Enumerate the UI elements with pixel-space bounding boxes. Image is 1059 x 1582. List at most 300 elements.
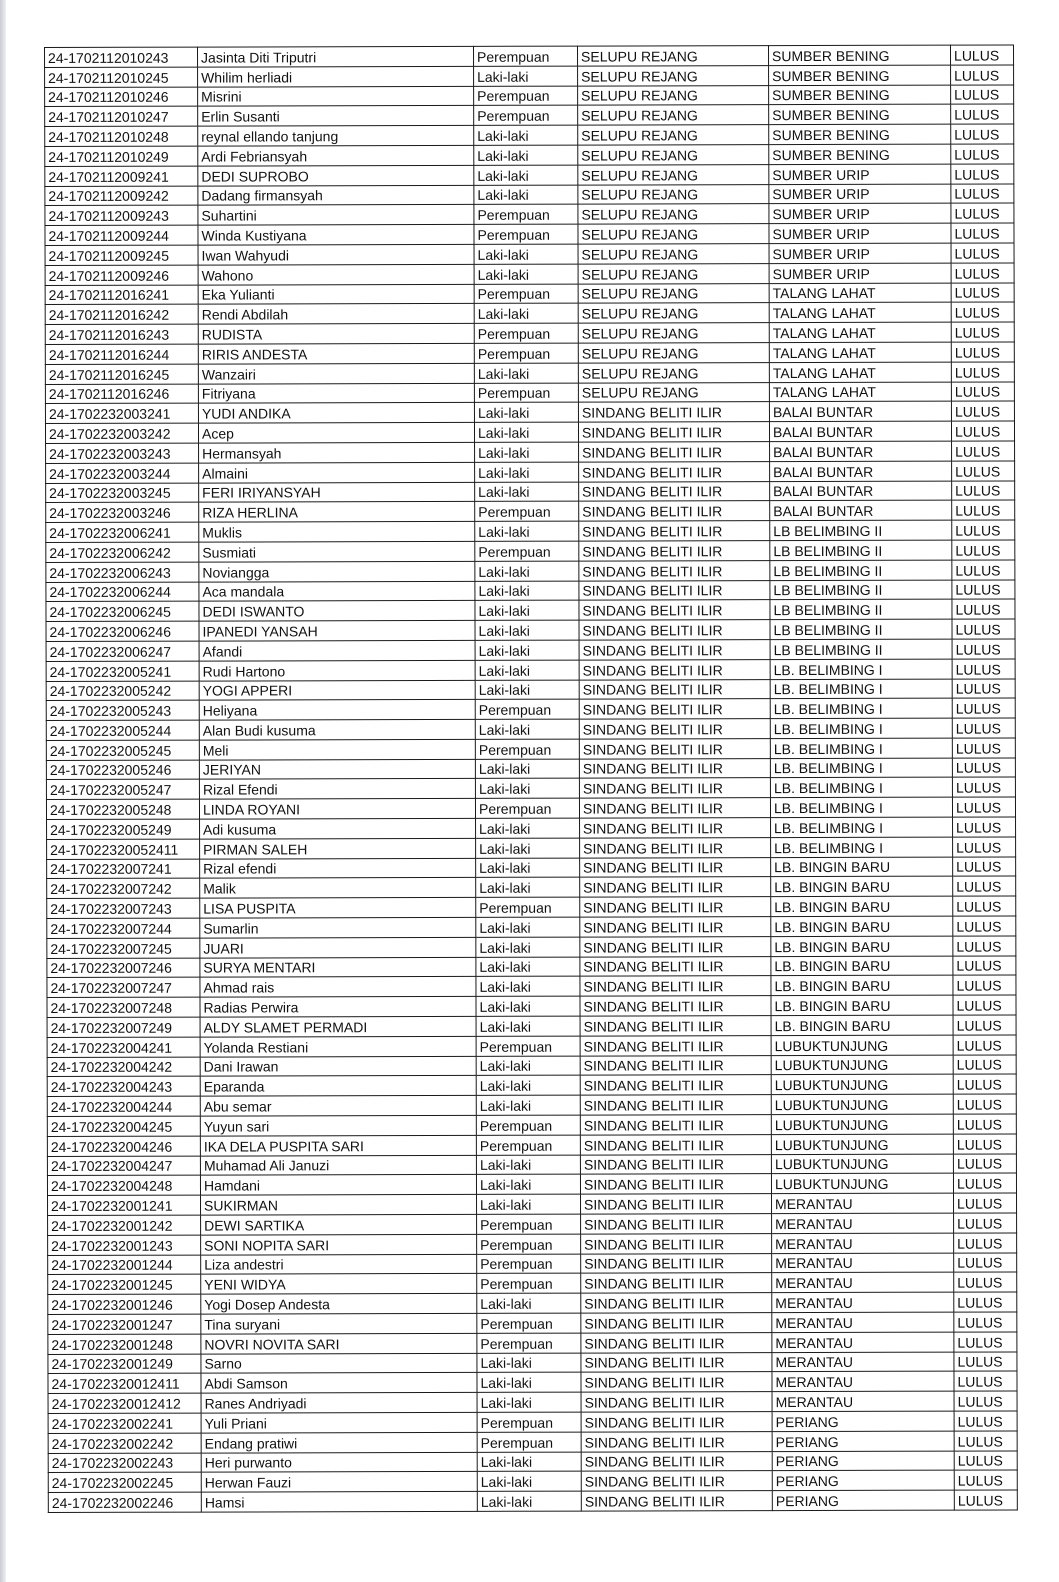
gender-cell: Laki-laki	[474, 244, 578, 264]
participant-number-cell: 24-17022320012412	[48, 1393, 201, 1413]
status-cell: LULUS	[953, 817, 1016, 837]
table-row	[48, 1253, 1017, 1275]
participant-number-cell: 24-1702232007247	[47, 978, 200, 998]
status-cell: LULUS	[951, 223, 1014, 243]
district-cell: SELUPU REJANG	[578, 323, 769, 343]
participant-number-cell: 24-1702232001244	[48, 1255, 201, 1275]
status-cell: LULUS	[954, 1470, 1017, 1490]
status-cell: LULUS	[954, 1312, 1017, 1332]
name-cell: Susmiati	[199, 541, 475, 562]
village-cell: LUBUKTUNJUNG	[771, 1174, 953, 1194]
name-cell: YOGI APPERI	[199, 680, 475, 701]
table-row	[46, 698, 1015, 720]
village-cell: LB. BELIMBING I	[770, 778, 952, 798]
status-cell: LULUS	[951, 382, 1014, 402]
status-cell: LULUS	[953, 1114, 1016, 1134]
village-cell: LB. BINGIN BARU	[771, 877, 953, 897]
table-row	[48, 1332, 1017, 1354]
status-cell: LULUS	[954, 1451, 1017, 1471]
village-cell: BALAI BUNTAR	[770, 481, 952, 501]
district-cell: SELUPU REJANG	[578, 303, 769, 323]
table-row	[47, 916, 1016, 938]
name-cell: SONI NOPITA SARI	[201, 1234, 477, 1255]
table-row	[45, 144, 1014, 166]
village-cell: MERANTAU	[772, 1391, 954, 1411]
participant-number-cell: 24-1702232005246	[46, 760, 199, 780]
participant-number-cell: 24-1702112016244	[45, 344, 198, 364]
status-cell: LULUS	[954, 1213, 1017, 1233]
name-cell: Rudi Hartono	[199, 660, 475, 681]
gender-cell: Laki-laki	[476, 818, 580, 838]
gender-cell: Laki-laki	[476, 1076, 580, 1096]
participant-number-cell: 24-1702232001245	[48, 1275, 201, 1295]
table-row	[48, 1213, 1017, 1235]
gender-cell: Laki-laki	[475, 482, 579, 502]
participant-number-cell: 24-1702232003243	[46, 443, 199, 463]
name-cell: Rendi Abdilah	[198, 304, 474, 325]
gender-cell: Laki-laki	[476, 878, 580, 898]
gender-cell: Perempuan	[475, 739, 579, 759]
status-cell: LULUS	[952, 480, 1015, 500]
village-cell: SUMBER URIP	[769, 223, 951, 243]
participant-number-cell: 24-1702232001249	[48, 1354, 201, 1374]
gender-cell: Laki-laki	[476, 937, 580, 957]
participant-number-cell: 24-1702112010243	[45, 47, 198, 67]
village-cell: LB BELIMBING II	[770, 560, 952, 580]
status-cell: LULUS	[954, 1490, 1017, 1510]
district-cell: SINDANG BELITI ILIR	[580, 996, 771, 1016]
status-cell: LULUS	[952, 540, 1015, 560]
table-body	[45, 45, 1018, 1513]
participant-number-cell: 24-1702112010248	[45, 126, 198, 146]
village-cell: SUMBER BENING	[769, 144, 951, 164]
gender-cell: Perempuan	[474, 383, 578, 403]
district-cell: SINDANG BELITI ILIR	[580, 837, 771, 857]
district-cell: SINDANG BELITI ILIR	[581, 1253, 772, 1273]
name-cell: Aca mandala	[199, 581, 475, 602]
gender-cell: Perempuan	[477, 1254, 581, 1274]
village-cell: BALAI BUNTAR	[770, 461, 952, 481]
village-cell: LUBUKTUNJUNG	[771, 1114, 953, 1134]
status-cell: LULUS	[951, 322, 1014, 342]
gender-cell: Laki-laki	[474, 363, 578, 383]
table-row	[47, 1074, 1016, 1096]
village-cell: LUBUKTUNJUNG	[771, 1094, 953, 1114]
gender-cell: Perempuan	[477, 1432, 581, 1452]
name-cell: Yolanda Restiani	[200, 1036, 476, 1057]
table-row	[45, 104, 1014, 126]
table-row	[45, 401, 1014, 423]
status-cell: LULUS	[951, 283, 1014, 303]
district-cell: SINDANG BELITI ILIR	[579, 719, 770, 739]
table-row	[48, 1371, 1017, 1393]
name-cell: Liza andestri	[201, 1254, 477, 1275]
district-cell: SINDANG BELITI ILIR	[580, 936, 771, 956]
gender-cell: Laki-laki	[477, 1471, 581, 1491]
participant-number-cell: 24-1702232001246	[48, 1294, 201, 1314]
participant-number-cell: 24-1702232004248	[47, 1176, 200, 1196]
table-row	[48, 1391, 1017, 1413]
status-cell: LULUS	[953, 1154, 1016, 1174]
district-cell: SINDANG BELITI ILIR	[580, 1095, 771, 1115]
status-cell: LULUS	[952, 758, 1015, 778]
village-cell: LB. BINGIN BARU	[771, 976, 953, 996]
table-row	[48, 1470, 1017, 1492]
name-cell: Meli	[199, 739, 475, 760]
table-row	[45, 164, 1014, 186]
name-cell: Abu semar	[200, 1096, 476, 1117]
name-cell: DEDI ISWANTO	[199, 601, 475, 622]
table-row	[47, 1035, 1016, 1057]
participant-number-cell: 24-1702232006246	[46, 621, 199, 641]
status-cell: LULUS	[952, 461, 1015, 481]
participant-number-cell: 24-1702232007242	[47, 879, 200, 899]
status-cell: LULUS	[954, 1431, 1017, 1451]
gender-cell: Laki-laki	[475, 442, 579, 462]
village-cell: TALANG LAHAT	[769, 302, 951, 322]
district-cell: SINDANG BELITI ILIR	[580, 1055, 771, 1075]
district-cell: SINDANG BELITI ILIR	[580, 1134, 771, 1154]
name-cell: SUKIRMAN	[201, 1195, 477, 1216]
table-row	[47, 1114, 1016, 1136]
gender-cell: Laki-laki	[474, 303, 578, 323]
gender-cell: Perempuan	[474, 343, 578, 363]
district-cell: SELUPU REJANG	[578, 105, 769, 125]
gender-cell: Laki-laki	[475, 660, 579, 680]
name-cell: Misrini	[198, 86, 474, 107]
status-cell: LULUS	[951, 243, 1014, 263]
village-cell: LB. BELIMBING I	[770, 797, 952, 817]
gender-cell: Laki-laki	[475, 600, 579, 620]
district-cell: SELUPU REJANG	[578, 224, 769, 244]
name-cell: Muklis	[199, 521, 475, 542]
table-row	[47, 837, 1016, 859]
participant-number-cell: 24-1702232002241	[48, 1413, 201, 1433]
participant-number-cell: 24-1702232005244	[46, 720, 199, 740]
participant-number-cell: 24-1702232006244	[46, 582, 199, 602]
gender-cell: Laki-laki	[476, 957, 580, 977]
gender-cell: Laki-laki	[476, 977, 580, 997]
status-cell: LULUS	[953, 1015, 1016, 1035]
scan-edge	[0, 0, 6, 1582]
gender-cell: Perempuan	[474, 224, 578, 244]
district-cell: SINDANG BELITI ILIR	[581, 1491, 772, 1511]
village-cell: BALAI BUNTAR	[769, 401, 951, 421]
participant-number-cell: 24-1702232007244	[47, 918, 200, 938]
status-cell: LULUS	[953, 896, 1016, 916]
district-cell: SINDANG BELITI ILIR	[579, 560, 770, 580]
gender-cell: Laki-laki	[477, 1491, 581, 1511]
participant-number-cell: 24-1702232002243	[48, 1453, 201, 1473]
village-cell: LB. BINGIN BARU	[771, 956, 953, 976]
participant-number-cell: 24-1702232006247	[46, 641, 199, 661]
name-cell: Rizal efendi	[200, 858, 476, 879]
participant-number-cell: 24-1702232001243	[48, 1235, 201, 1255]
table-row	[48, 1411, 1017, 1433]
table-row	[46, 520, 1015, 542]
district-cell: SINDANG BELITI ILIR	[581, 1431, 772, 1451]
village-cell: LB. BELIMBING I	[770, 659, 952, 679]
status-cell: LULUS	[952, 579, 1015, 599]
table-row	[45, 223, 1014, 245]
table-row	[47, 975, 1016, 997]
gender-cell: Laki-laki	[474, 185, 578, 205]
participant-number-cell: 24-1702232006241	[46, 522, 199, 542]
participant-number-cell: 24-1702232007248	[47, 997, 200, 1017]
gender-cell: Perempuan	[477, 1214, 581, 1234]
table-row	[48, 1272, 1017, 1294]
village-cell: TALANG LAHAT	[769, 283, 951, 303]
participant-number-cell: 24-1702112009244	[45, 225, 198, 245]
gender-cell: Perempuan	[474, 105, 578, 125]
table-row	[45, 283, 1014, 305]
name-cell: IKA DELA PUSPITA SARI	[200, 1135, 476, 1156]
participant-number-cell: 24-1702232004241	[47, 1037, 200, 1057]
table-row	[47, 956, 1016, 978]
gender-cell: Laki-laki	[475, 581, 579, 601]
district-cell: SINDANG BELITI ILIR	[581, 1332, 772, 1352]
participant-number-cell: 24-1702232007245	[47, 938, 200, 958]
name-cell: Fitriyana	[198, 383, 474, 404]
gender-cell: Perempuan	[476, 1036, 580, 1056]
name-cell: LISA PUSPITA	[200, 898, 476, 919]
gender-cell: Laki-laki	[476, 1056, 580, 1076]
table-row	[46, 619, 1015, 641]
name-cell: Wahono	[198, 264, 474, 285]
village-cell: LUBUKTUNJUNG	[771, 1035, 953, 1055]
table-row	[46, 540, 1015, 562]
name-cell: Tina suryani	[201, 1313, 477, 1334]
status-cell: LULUS	[951, 302, 1014, 322]
status-cell: LULUS	[953, 1055, 1016, 1075]
participant-number-cell: 24-1702112009242	[45, 186, 198, 206]
table-row	[45, 65, 1014, 87]
gender-cell: Laki-laki	[474, 402, 578, 422]
participant-number-cell: 24-17022320012411	[48, 1373, 201, 1393]
village-cell: SUMBER URIP	[769, 164, 951, 184]
name-cell: JUARI	[200, 937, 476, 958]
participant-number-cell: 24-1702112016243	[45, 324, 198, 344]
status-cell: LULUS	[953, 1074, 1016, 1094]
district-cell: SELUPU REJANG	[578, 362, 769, 382]
status-cell: LULUS	[953, 975, 1016, 995]
name-cell: Sumarlin	[200, 917, 476, 938]
table-row	[47, 1055, 1016, 1077]
participant-number-cell: 24-1702112010246	[45, 87, 198, 107]
gender-cell: Laki-laki	[476, 858, 580, 878]
gender-cell: Laki-laki	[474, 145, 578, 165]
status-cell: LULUS	[954, 1233, 1017, 1253]
table-row	[47, 1154, 1016, 1176]
district-cell: SELUPU REJANG	[578, 85, 769, 105]
district-cell: SELUPU REJANG	[578, 244, 769, 264]
status-cell: LULUS	[951, 401, 1014, 421]
name-cell: Dadang firmansyah	[198, 185, 474, 206]
status-cell: LULUS	[951, 85, 1014, 105]
participant-number-cell: 24-1702232004247	[47, 1156, 200, 1176]
name-cell: Malik	[200, 878, 476, 899]
status-cell: LULUS	[954, 1411, 1017, 1431]
participant-number-cell: 24-1702232005247	[46, 780, 199, 800]
gender-cell: Perempuan	[477, 1313, 581, 1333]
participant-table	[44, 44, 1018, 1513]
district-cell: SINDANG BELITI ILIR	[579, 640, 770, 660]
name-cell: Yuli Priani	[201, 1412, 477, 1433]
district-cell: SINDANG BELITI ILIR	[581, 1352, 772, 1372]
village-cell: TALANG LAHAT	[769, 322, 951, 342]
table-row	[46, 797, 1015, 819]
table-row	[46, 738, 1015, 760]
participant-number-cell: 24-1702232002245	[48, 1472, 201, 1492]
participant-number-cell: 24-1702232001247	[48, 1314, 201, 1334]
district-cell: SINDANG BELITI ILIR	[581, 1273, 772, 1293]
table-row	[47, 817, 1016, 839]
participant-number-cell: 24-1702232003242	[45, 423, 198, 443]
name-cell: Noviangga	[199, 561, 475, 582]
participant-number-cell: 24-1702112009246	[45, 265, 198, 285]
district-cell: SINDANG BELITI ILIR	[579, 758, 770, 778]
village-cell: SUMBER BENING	[769, 65, 951, 85]
district-cell: SINDANG BELITI ILIR	[580, 818, 771, 838]
district-cell: SINDANG BELITI ILIR	[580, 1016, 771, 1036]
gender-cell: Perempuan	[475, 699, 579, 719]
village-cell: MERANTAU	[772, 1253, 954, 1273]
district-cell: SINDANG BELITI ILIR	[579, 541, 770, 561]
gender-cell: Laki-laki	[474, 165, 578, 185]
table-row	[46, 659, 1015, 681]
village-cell: LB. BELIMBING I	[771, 817, 953, 837]
participant-number-cell: 24-1702112009243	[45, 205, 198, 225]
status-cell: LULUS	[951, 164, 1014, 184]
name-cell: Adi kusuma	[200, 818, 476, 839]
gender-cell: Laki-laki	[477, 1293, 581, 1313]
participant-number-cell: 24-1702232005243	[46, 700, 199, 720]
name-cell: RIRIS ANDESTA	[198, 343, 474, 364]
name-cell: Radias Perwira	[200, 997, 476, 1018]
status-cell: LULUS	[953, 936, 1016, 956]
name-cell: RUDISTA	[198, 324, 474, 345]
name-cell: Winda Kustiyana	[198, 225, 474, 246]
participant-number-cell: 24-1702112016245	[45, 364, 198, 384]
table-row	[48, 1292, 1017, 1314]
name-cell: Muhamad Ali Januzi	[200, 1155, 476, 1176]
village-cell: TALANG LAHAT	[769, 342, 951, 362]
village-cell: LB. BINGIN BARU	[771, 916, 953, 936]
name-cell: Afandi	[199, 640, 475, 661]
district-cell: SELUPU REJANG	[578, 184, 769, 204]
table-row	[45, 263, 1014, 285]
table-row	[48, 1312, 1017, 1334]
district-cell: SINDANG BELITI ILIR	[579, 461, 770, 481]
name-cell: YENI WIDYA	[201, 1274, 477, 1295]
village-cell: LUBUKTUNJUNG	[771, 1134, 953, 1154]
district-cell: SINDANG BELITI ILIR	[580, 976, 771, 996]
table-row	[46, 718, 1015, 740]
district-cell: SINDANG BELITI ILIR	[579, 580, 770, 600]
table-row	[45, 124, 1014, 146]
table-row	[47, 1173, 1016, 1195]
gender-cell: Perempuan	[475, 501, 579, 521]
participant-number-cell: 24-1702232006242	[46, 542, 199, 562]
gender-cell: Perempuan	[474, 323, 578, 343]
village-cell: SUMBER BENING	[769, 85, 951, 105]
status-cell: LULUS	[952, 659, 1015, 679]
participant-number-cell: 24-1702232005242	[46, 681, 199, 701]
name-cell: Iwan Wahyudi	[198, 244, 474, 265]
gender-cell: Laki-laki	[476, 1175, 580, 1195]
name-cell: Whilim herliadi	[198, 66, 474, 87]
status-cell: LULUS	[952, 698, 1015, 718]
table-row	[45, 382, 1014, 404]
district-cell: SELUPU REJANG	[578, 263, 769, 283]
village-cell: LB. BINGIN BARU	[771, 936, 953, 956]
table-row	[45, 421, 1014, 443]
village-cell: LB. BINGIN BARU	[771, 1015, 953, 1035]
participant-number-cell: 24-1702232007243	[47, 898, 200, 918]
village-cell: LB. BELIMBING I	[770, 718, 952, 738]
village-cell: LB. BELIMBING I	[771, 837, 953, 857]
gender-cell: Laki-laki	[474, 66, 578, 86]
gender-cell: Laki-laki	[476, 1155, 580, 1175]
gender-cell: Laki-laki	[475, 521, 579, 541]
participant-number-cell: 24-1702112016241	[45, 285, 198, 305]
participant-number-cell: 24-1702232001242	[48, 1215, 201, 1235]
status-cell: LULUS	[952, 639, 1015, 659]
district-cell: SINDANG BELITI ILIR	[580, 956, 771, 976]
village-cell: LB BELIMBING II	[770, 619, 952, 639]
gender-cell: Laki-laki	[474, 264, 578, 284]
status-cell: LULUS	[951, 144, 1014, 164]
village-cell: LB BELIMBING II	[770, 639, 952, 659]
gender-cell: Laki-laki	[477, 1353, 581, 1373]
village-cell: SUMBER URIP	[769, 263, 951, 283]
district-cell: SINDANG BELITI ILIR	[579, 620, 770, 640]
status-cell: LULUS	[951, 124, 1014, 144]
table-row	[47, 896, 1016, 918]
district-cell: SINDANG BELITI ILIR	[580, 917, 771, 937]
village-cell: LB. BINGIN BARU	[771, 896, 953, 916]
table-row	[47, 876, 1016, 898]
gender-cell: Perempuan	[477, 1333, 581, 1353]
gender-cell: Laki-laki	[476, 996, 580, 1016]
table-row	[48, 1193, 1017, 1215]
table-row	[46, 777, 1015, 799]
name-cell: Rizal Efendi	[199, 779, 475, 800]
village-cell: LB BELIMBING II	[770, 520, 952, 540]
table-row	[45, 302, 1014, 324]
status-cell: LULUS	[952, 797, 1015, 817]
district-cell: SINDANG BELITI ILIR	[578, 422, 769, 442]
village-cell: SUMBER BENING	[769, 105, 951, 125]
name-cell: NOVRI NOVITA SARI	[201, 1333, 477, 1354]
name-cell: Erlin Susanti	[198, 106, 474, 127]
status-cell: LULUS	[953, 1094, 1016, 1114]
status-cell: LULUS	[951, 65, 1014, 85]
gender-cell: Laki-laki	[475, 561, 579, 581]
status-cell: LULUS	[953, 956, 1016, 976]
gender-cell: Perempuan	[475, 541, 579, 561]
name-cell: Almaini	[199, 462, 475, 483]
gender-cell: Laki-laki	[477, 1392, 581, 1412]
participant-number-cell: 24-1702232004246	[47, 1136, 200, 1156]
status-cell: LULUS	[952, 718, 1015, 738]
village-cell: SUMBER BENING	[768, 45, 950, 65]
status-cell: LULUS	[954, 1352, 1017, 1372]
district-cell: SINDANG BELITI ILIR	[579, 501, 770, 521]
village-cell: BALAI BUNTAR	[770, 441, 952, 461]
district-cell: SINDANG BELITI ILIR	[580, 1154, 771, 1174]
gender-cell: Laki-laki	[475, 719, 579, 739]
